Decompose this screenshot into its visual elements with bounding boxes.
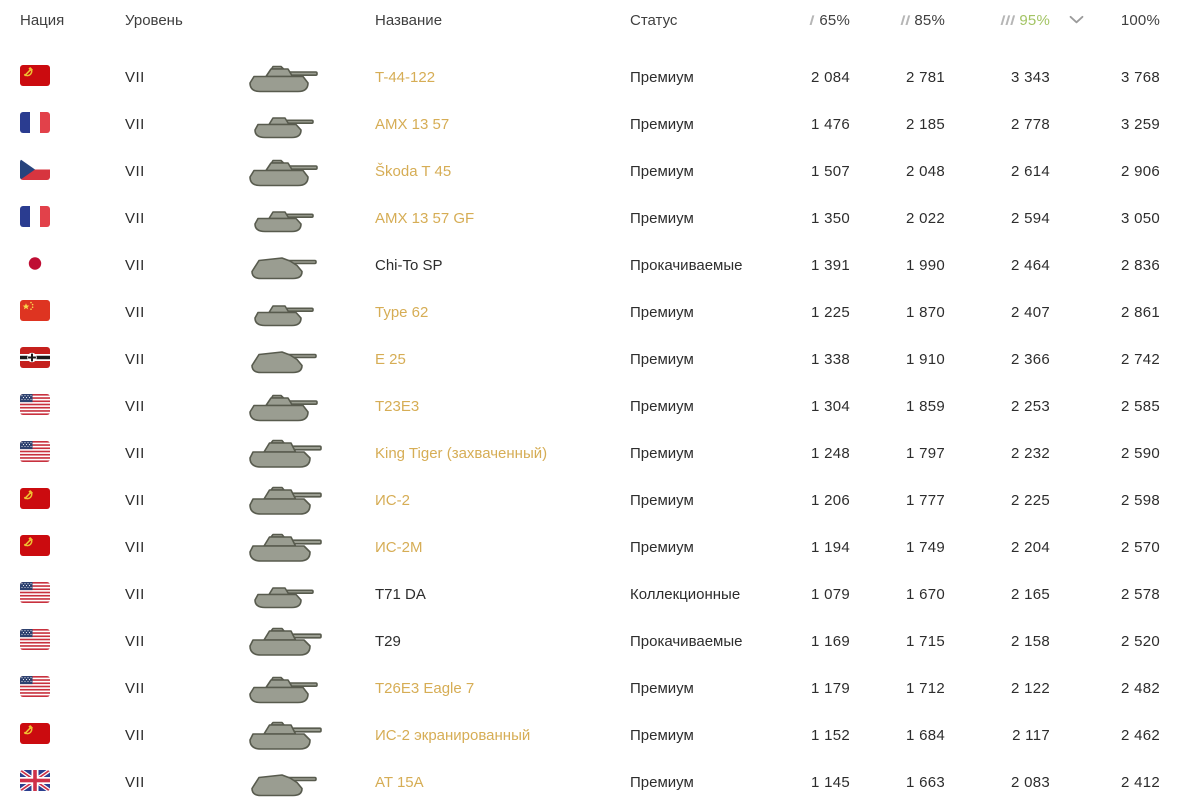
win-85-value: 1 910 — [905, 351, 945, 368]
win-85-value: 1 715 — [905, 633, 945, 650]
tank-status: Премиум — [630, 492, 694, 509]
tank-silhouette-icon — [240, 109, 375, 140]
tank-silhouette-icon — [240, 250, 375, 281]
tank-level: VII — [125, 539, 145, 556]
win-85-value: 1 670 — [905, 586, 945, 603]
tank-name-link[interactable]: T-44-122 — [375, 69, 436, 86]
col-header-85-label: 85% — [914, 11, 945, 29]
win-85-value: 1 859 — [905, 398, 945, 415]
win-65-value: 1 476 — [810, 116, 850, 133]
tank-status: Премиум — [630, 774, 694, 791]
flag-japan-icon — [20, 253, 50, 274]
win-85-value: 1 684 — [905, 727, 945, 744]
win-85-value: 1 870 — [905, 304, 945, 321]
tank-name-link[interactable]: T23E3 — [375, 398, 420, 415]
win-100-value: 2 570 — [1120, 539, 1160, 556]
win-100-value: 2 590 — [1120, 445, 1160, 462]
tank-level: VII — [125, 774, 145, 791]
nation-cell — [20, 723, 125, 748]
win-100-value: 2 742 — [1120, 351, 1160, 368]
nation-cell — [20, 300, 125, 325]
nation-cell — [20, 629, 125, 654]
nation-cell — [20, 441, 125, 466]
win-95-value: 2 253 — [1010, 398, 1050, 415]
win-95-value: 2 464 — [1010, 257, 1050, 274]
col-header-name[interactable]: Название — [375, 11, 443, 29]
nation-cell — [20, 65, 125, 90]
roman-numeral-ii: II — [898, 11, 913, 28]
flag-usa-icon — [20, 441, 50, 462]
tank-status: Премиум — [630, 116, 694, 133]
win-100-value: 2 861 — [1120, 304, 1160, 321]
tank-level: VII — [125, 304, 145, 321]
tank-status: Премиум — [630, 351, 694, 368]
flag-ussr-icon — [20, 65, 50, 86]
table-row[interactable] — [20, 148, 1200, 195]
win-65-value: 1 338 — [810, 351, 850, 368]
nation-cell — [20, 535, 125, 560]
tank-name-link[interactable]: Škoda T 45 — [375, 163, 452, 180]
win-100-value: 2 585 — [1120, 398, 1160, 415]
win-95-value: 2 117 — [1012, 727, 1050, 744]
tank-name-link[interactable]: AMX 13 57 — [375, 116, 450, 133]
tank-name-link[interactable]: ИС-2 — [375, 492, 410, 509]
tank-silhouette-icon — [240, 767, 375, 798]
tank-status: Премиум — [630, 539, 694, 556]
win-85-value: 2 185 — [905, 116, 945, 133]
tank-level: VII — [125, 69, 145, 86]
tank-name-link[interactable]: King Tiger (захваченный) — [375, 445, 548, 462]
tank-name-link[interactable]: AMX 13 57 GF — [375, 210, 475, 227]
tank-silhouette-icon — [240, 531, 375, 564]
tank-level: VII — [125, 727, 145, 744]
win-65-value: 1 507 — [810, 163, 850, 180]
nation-cell — [20, 770, 125, 795]
tank-level: VII — [125, 257, 145, 274]
win-95-value: 2 165 — [1010, 586, 1050, 603]
tank-level: VII — [125, 163, 145, 180]
tank-level: VII — [125, 445, 145, 462]
tank-silhouette-icon — [240, 297, 375, 328]
win-65-value: 1 304 — [810, 398, 850, 415]
flag-ussr-icon — [20, 723, 50, 744]
tank-name-link[interactable]: T26E3 Eagle 7 — [375, 680, 475, 697]
win-100-value: 3 768 — [1120, 69, 1160, 86]
win-85-value: 1 797 — [905, 445, 945, 462]
tank-silhouette-icon — [240, 391, 375, 423]
win-95-value: 2 158 — [1010, 633, 1050, 650]
table-row[interactable] — [20, 195, 1200, 242]
roman-numeral-i: I — [808, 11, 818, 28]
win-65-value: 1 079 — [810, 586, 850, 603]
nation-cell — [20, 253, 125, 278]
nation-cell — [20, 488, 125, 513]
tank-level: VII — [125, 633, 145, 650]
tank-silhouette-icon — [240, 673, 375, 705]
win-85-value: 1 777 — [905, 492, 945, 509]
table-header — [20, 6, 1200, 34]
tank-status: Премиум — [630, 398, 694, 415]
win-100-value: 2 520 — [1120, 633, 1160, 650]
win-65-value: 1 179 — [810, 680, 850, 697]
flag-usa-icon — [20, 676, 50, 697]
table-row[interactable] — [20, 571, 1200, 618]
win-65-value: 1 145 — [810, 774, 850, 791]
table-row[interactable] — [20, 618, 1200, 665]
win-65-value: 1 169 — [810, 633, 850, 650]
col-header-level[interactable]: Уровень — [125, 11, 183, 29]
table-row[interactable] — [20, 101, 1200, 148]
win-95-value: 2 232 — [1010, 445, 1050, 462]
tank-status: Прокачиваемые — [630, 633, 743, 650]
tank-silhouette-icon — [240, 203, 375, 234]
win-85-value: 2 781 — [905, 69, 945, 86]
nation-cell — [20, 676, 125, 701]
tank-silhouette-icon — [240, 625, 375, 658]
win-85-value: 1 749 — [905, 539, 945, 556]
flag-uk-icon — [20, 770, 50, 791]
table-row[interactable] — [20, 336, 1200, 383]
win-95-value: 2 225 — [1010, 492, 1050, 509]
tank-level: VII — [125, 680, 145, 697]
win-100-value: 2 462 — [1120, 727, 1160, 744]
tank-status: Прокачиваемые — [630, 257, 743, 274]
tank-name-link[interactable]: Type 62 — [375, 304, 429, 321]
win-65-value: 1 248 — [810, 445, 850, 462]
nation-cell — [20, 582, 125, 607]
tank-status: Премиум — [630, 69, 694, 86]
tank-name-link[interactable]: E 25 — [375, 351, 406, 368]
win-95-value: 2 122 — [1010, 680, 1050, 697]
tank-status: Премиум — [630, 304, 694, 321]
tank-status: Коллекционные — [630, 586, 741, 603]
table-row[interactable] — [20, 54, 1200, 101]
win-100-value: 2 412 — [1120, 774, 1160, 791]
table-row[interactable] — [20, 477, 1200, 524]
table-row[interactable] — [20, 712, 1200, 759]
table-row[interactable] — [20, 242, 1200, 289]
table-row[interactable] — [20, 759, 1200, 806]
tank-silhouette-icon — [240, 62, 375, 94]
win-100-value: 2 482 — [1120, 680, 1160, 697]
tank-status: Премиум — [630, 727, 694, 744]
tank-status: Премиум — [630, 210, 694, 227]
flag-usa-icon — [20, 629, 50, 650]
nation-cell — [20, 112, 125, 137]
col-header-65[interactable] — [790, 12, 850, 29]
flag-ussr-icon — [20, 535, 50, 556]
tank-silhouette-icon — [240, 579, 375, 610]
table-row[interactable] — [20, 665, 1200, 712]
win-65-value: 1 350 — [810, 210, 850, 227]
tank-silhouette-icon — [240, 437, 375, 470]
win-95-value: 2 366 — [1010, 351, 1050, 368]
tank-level: VII — [125, 351, 145, 368]
nation-cell — [20, 394, 125, 419]
flag-china-icon — [20, 300, 50, 321]
tank-name-link[interactable]: T29 — [375, 633, 401, 650]
col-header-100-label: 100% — [1120, 11, 1160, 29]
flag-france-icon — [20, 206, 50, 227]
tank-name-link[interactable]: T71 DA — [375, 586, 426, 603]
tank-name-link[interactable]: ИС-2 экранированный — [375, 727, 531, 744]
tank-silhouette-icon — [240, 719, 375, 752]
flag-germany-icon — [20, 347, 50, 368]
col-header-85[interactable] — [850, 12, 945, 29]
tank-level: VII — [125, 492, 145, 509]
win-65-value: 1 391 — [810, 257, 850, 274]
nation-cell — [20, 206, 125, 231]
flag-usa-icon — [20, 582, 50, 603]
win-95-value: 2 614 — [1010, 163, 1050, 180]
tank-level: VII — [125, 210, 145, 227]
tank-level: VII — [125, 586, 145, 603]
flag-usa-icon — [20, 394, 50, 415]
win-85-value: 1 663 — [905, 774, 945, 791]
win-65-value: 1 225 — [810, 304, 850, 321]
win-100-value: 3 050 — [1120, 210, 1160, 227]
col-header-nation[interactable]: Нация — [20, 11, 65, 29]
roman-numeral-iii: III — [998, 11, 1018, 28]
win-85-value: 1 712 — [905, 680, 945, 697]
nation-cell — [20, 159, 125, 184]
tank-silhouette-icon — [240, 484, 375, 517]
tank-level: VII — [125, 116, 145, 133]
win-85-value: 2 048 — [905, 163, 945, 180]
col-header-95-sorted[interactable] — [945, 12, 1050, 29]
table-row[interactable] — [20, 383, 1200, 430]
win-100-value: 2 906 — [1120, 163, 1160, 180]
table-row[interactable] — [20, 289, 1200, 336]
flag-france-icon — [20, 112, 50, 133]
win-100-value: 2 836 — [1120, 257, 1160, 274]
win-85-value: 2 022 — [905, 210, 945, 227]
win-100-value: 2 598 — [1120, 492, 1160, 509]
tank-status: Премиум — [630, 163, 694, 180]
nation-cell — [20, 347, 125, 372]
col-header-95-label: 95% — [1019, 11, 1050, 29]
flag-czech-icon — [20, 159, 50, 180]
tank-level: VII — [125, 398, 145, 415]
win-100-value: 2 578 — [1120, 586, 1160, 603]
tank-name-link[interactable]: Chi-To SP — [375, 257, 443, 274]
win-85-value: 1 990 — [905, 257, 945, 274]
tank-silhouette-icon — [240, 344, 375, 375]
table-body — [20, 54, 1200, 806]
win-65-value: 1 152 — [810, 727, 850, 744]
win-95-value: 2 594 — [1010, 210, 1050, 227]
win-65-value: 2 084 — [810, 69, 850, 86]
win-65-value: 1 194 — [810, 539, 850, 556]
tank-status: Премиум — [630, 680, 694, 697]
table-row[interactable] — [20, 430, 1200, 477]
win-95-value: 2 778 — [1010, 116, 1050, 133]
table-row[interactable] — [20, 524, 1200, 571]
win-100-value: 3 259 — [1120, 116, 1160, 133]
col-header-100[interactable] — [1050, 12, 1160, 29]
flag-ussr-icon — [20, 488, 50, 509]
win-95-value: 2 204 — [1010, 539, 1050, 556]
col-header-status[interactable]: Статус — [630, 11, 678, 29]
tank-name-link[interactable]: ИС-2М — [375, 539, 423, 556]
win-95-value: 2 083 — [1010, 774, 1050, 791]
col-header-65-label: 65% — [819, 11, 850, 29]
tank-status: Премиум — [630, 445, 694, 462]
win-95-value: 3 343 — [1010, 69, 1050, 86]
win-95-value: 2 407 — [1010, 304, 1050, 321]
tank-name-link[interactable]: AT 15A — [375, 774, 424, 791]
win-65-value: 1 206 — [810, 492, 850, 509]
tank-silhouette-icon — [240, 156, 375, 188]
